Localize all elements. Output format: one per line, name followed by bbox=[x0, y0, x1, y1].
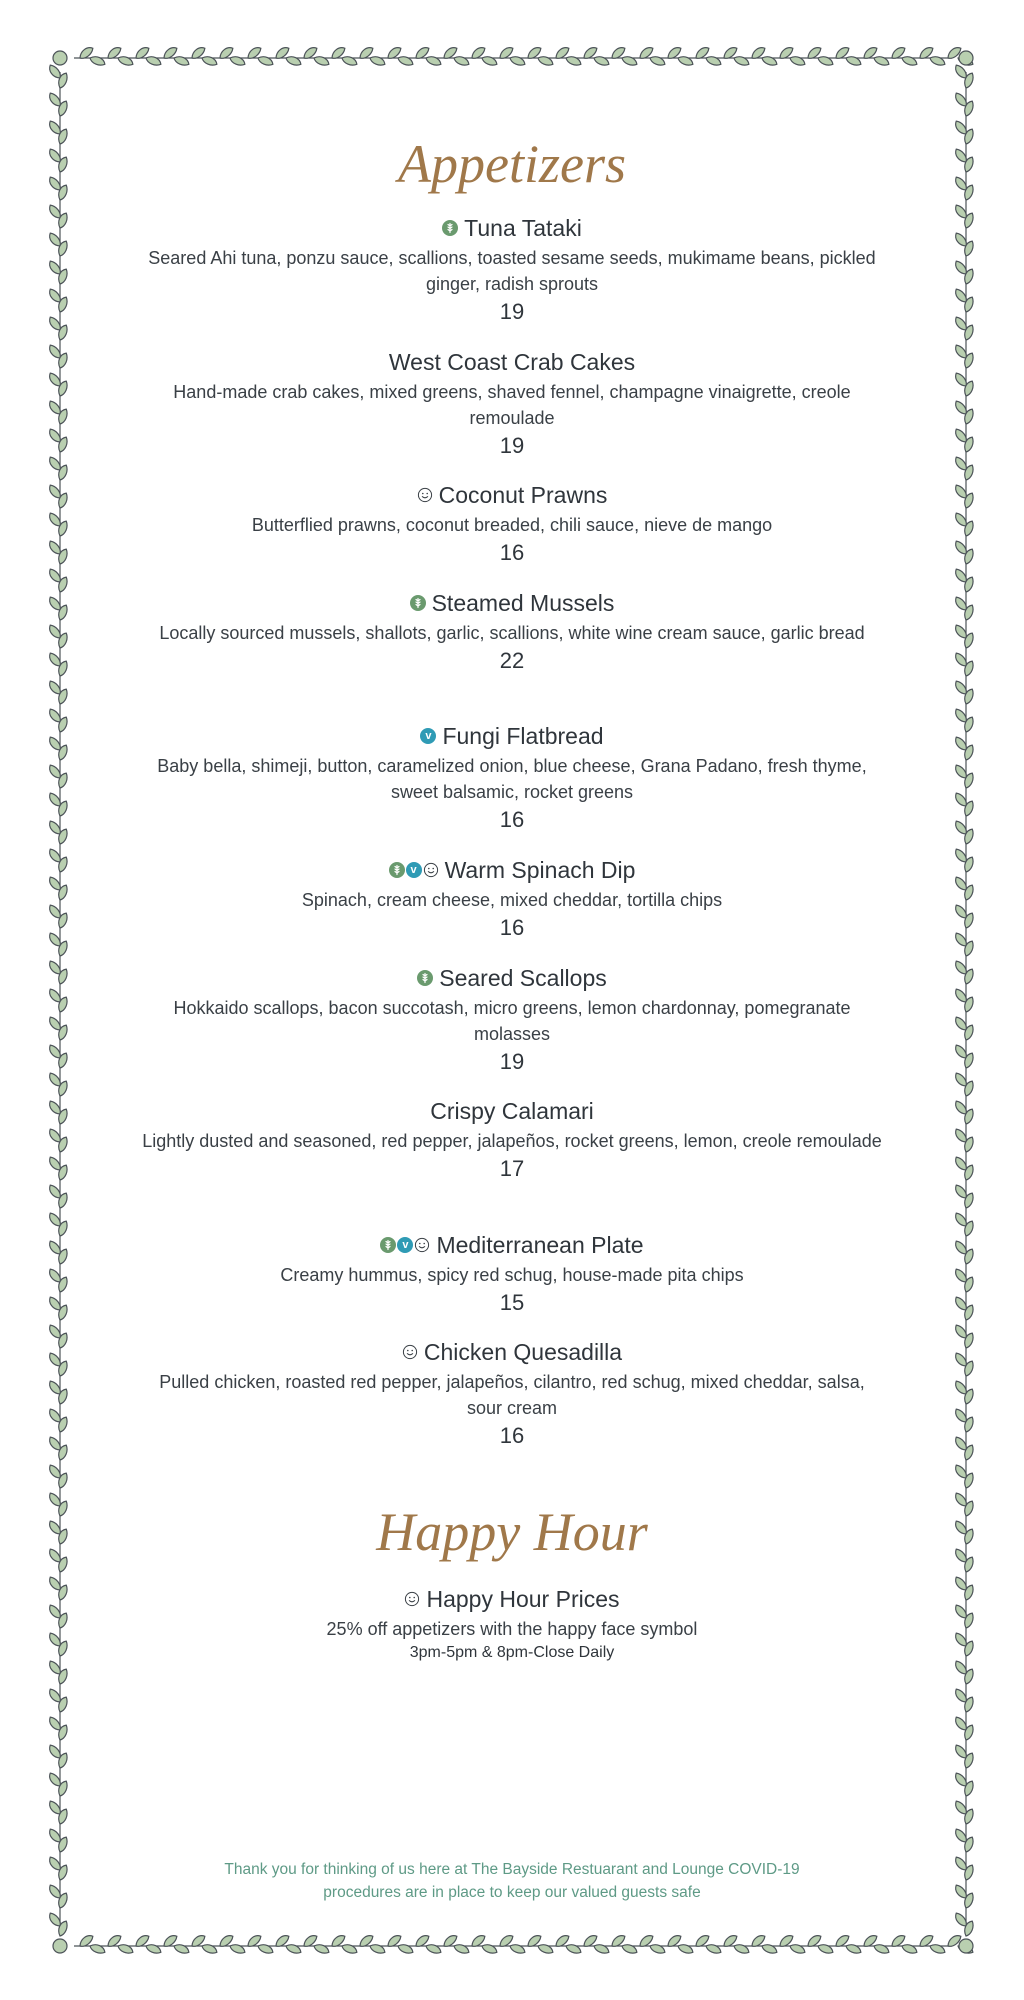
leaf-icon bbox=[453, 53, 471, 68]
gluten-free-icon bbox=[417, 970, 433, 986]
leaf-icon bbox=[89, 1941, 107, 1956]
menu-item-name: Chicken Quesadilla bbox=[423, 1339, 623, 1366]
menu-item bbox=[140, 347, 884, 481]
leaf-icon bbox=[341, 1941, 359, 1956]
menu-item bbox=[140, 855, 884, 963]
menu-item-price: 16 bbox=[499, 540, 525, 566]
leaf-icon bbox=[705, 1941, 723, 1956]
leaf-icon bbox=[901, 1941, 919, 1956]
leaf-icon bbox=[229, 1941, 247, 1956]
menu-item bbox=[140, 480, 884, 588]
menu-item-price: 22 bbox=[499, 647, 525, 673]
corner-ornament bbox=[53, 51, 67, 65]
leaf-icon bbox=[537, 1941, 555, 1956]
vegetarian-icon: v bbox=[406, 862, 422, 878]
diet-icons bbox=[420, 728, 436, 744]
leaf-icon bbox=[173, 1941, 191, 1956]
happy-hour-name-row bbox=[140, 1584, 884, 1614]
gluten-free-icon bbox=[380, 1237, 396, 1253]
leaf-icon bbox=[761, 1941, 779, 1956]
menu-item-name: Coconut Prawns bbox=[438, 482, 608, 509]
leaf-icon bbox=[789, 1941, 807, 1956]
leaf-icon bbox=[873, 1941, 891, 1956]
happy-hour-icons bbox=[404, 1591, 420, 1607]
leaf-icon bbox=[565, 1941, 583, 1956]
gluten-free-icon bbox=[389, 862, 405, 878]
leaf-icon bbox=[453, 1941, 471, 1956]
menu-item-description: Baby bella, shimeji, button, caramelized onion, blue cheese, Grana Padano, fresh thyme, sweet balsamic, rocket greens bbox=[157, 756, 867, 803]
menu-item-description: Pulled chicken, roasted red pepper, jalapeños, cilantro, red schug, mixed cheddar, salsa, sour cream bbox=[159, 1372, 865, 1419]
leaf-icon bbox=[677, 53, 695, 68]
menu-item-description: Seared Ahi tuna, ponzu sauce, scallions, toasted sesame seeds, mukimame beans, pickled ginger, radish sprouts bbox=[148, 248, 876, 294]
diet-icons bbox=[417, 970, 433, 986]
menu-item bbox=[140, 1230, 884, 1338]
menu-item-name-row bbox=[140, 480, 884, 510]
leaf-icon bbox=[789, 53, 807, 68]
menu-item-name: Fungi Flatbread bbox=[442, 723, 604, 750]
leaf-icon bbox=[425, 1941, 443, 1956]
diet-icons bbox=[417, 487, 433, 503]
menu-item-name-row bbox=[140, 1230, 884, 1260]
appetizers-title: Appetizers bbox=[398, 134, 626, 194]
leaf-icon bbox=[845, 1941, 863, 1956]
menu-item bbox=[140, 213, 884, 347]
menu-item-price: 15 bbox=[499, 1289, 525, 1315]
happy-face-icon bbox=[423, 862, 439, 878]
menu-item-name-row bbox=[140, 588, 884, 618]
menu-item-name: Mediterranean Plate bbox=[436, 1231, 644, 1258]
leaf-icon bbox=[621, 53, 639, 68]
leaf-icon bbox=[145, 1941, 163, 1956]
diet-icons bbox=[410, 595, 426, 611]
menu-item-name: Seared Scallops bbox=[439, 964, 607, 991]
menu-item-description: Butterflied prawns, coconut breaded, chili sauce, nieve de mango bbox=[251, 515, 773, 536]
leaf-icon bbox=[313, 1941, 331, 1956]
leaf-icon bbox=[397, 53, 415, 68]
gluten-free-icon bbox=[442, 220, 458, 236]
menu-item-name: Warm Spinach Dip bbox=[444, 856, 636, 883]
leaf-icon bbox=[565, 53, 583, 68]
leaf-icon bbox=[481, 53, 499, 68]
menu-item-name-row bbox=[140, 1337, 884, 1367]
menu-item-description: Creamy hummus, spicy red schug, house-made pita chips bbox=[280, 1264, 744, 1285]
leaf-icon bbox=[873, 53, 891, 68]
leaf-icon bbox=[285, 53, 303, 68]
leaf-icon bbox=[621, 1941, 639, 1956]
menu-item-price: 19 bbox=[499, 1048, 525, 1074]
menu-item-name-row bbox=[140, 855, 884, 885]
leaf-icon bbox=[425, 53, 443, 68]
footer-line-2: procedures are in place to keep our valued guests safe bbox=[323, 1884, 701, 1901]
leaf-icon bbox=[537, 53, 555, 68]
leaf-icon bbox=[929, 53, 947, 68]
leaf-icon bbox=[929, 1941, 947, 1956]
menu-item-name: Crispy Calamari bbox=[430, 1098, 594, 1125]
menu-item bbox=[140, 963, 884, 1097]
leaf-icon bbox=[285, 1941, 303, 1956]
vegetarian-icon: v bbox=[397, 1237, 413, 1253]
menu-item-name-row bbox=[140, 1096, 884, 1126]
menu-item-description: Lightly dusted and seasoned, red pepper, jalapeños, rocket greens, lemon, creole remoulade bbox=[142, 1131, 882, 1152]
leaf-icon bbox=[593, 1941, 611, 1956]
leaf-icon bbox=[229, 53, 247, 68]
leaf-icon bbox=[733, 1941, 751, 1956]
footer-line-1: Thank you for thinking of us here at The Bayside Restuarant and Lounge COVID-19 bbox=[224, 1861, 800, 1878]
happy-face-icon bbox=[414, 1237, 430, 1253]
menu-item bbox=[140, 588, 884, 722]
leaf-icon bbox=[761, 53, 779, 68]
leaf-icon bbox=[481, 1941, 499, 1956]
leaf-icon bbox=[117, 53, 135, 68]
menu-item-name-row bbox=[140, 213, 884, 243]
menu-item-description: Hand-made crab cakes, mixed greens, shaved fennel, champagne vinaigrette, creole remoulade bbox=[173, 381, 851, 428]
leaf-icon bbox=[257, 53, 275, 68]
menu-item-name-row bbox=[140, 963, 884, 993]
menu-item bbox=[140, 1096, 884, 1230]
happy-hour-times: 3pm-5pm & 8pm-Close Daily bbox=[409, 1644, 615, 1661]
footer-note bbox=[140, 1858, 884, 1904]
menu-item-name: Tuna Tataki bbox=[464, 215, 582, 241]
menu-item bbox=[140, 721, 884, 855]
leaf-icon bbox=[705, 53, 723, 68]
leaf-icon bbox=[901, 53, 919, 68]
happy-hour-block bbox=[140, 1584, 884, 1664]
happy-hour-title: Happy Hour bbox=[376, 1502, 648, 1562]
menu-item-name-row bbox=[140, 347, 884, 377]
leaf-icon bbox=[509, 53, 527, 68]
happy-face-icon bbox=[417, 487, 433, 503]
corner-ornament bbox=[959, 1939, 973, 1953]
menu-item-name: West Coast Crab Cakes bbox=[388, 348, 636, 375]
diet-icons bbox=[442, 220, 458, 236]
menu-item-description: Hokkaido scallops, bacon succotash, micro greens, lemon chardonnay, pomegranate molasses bbox=[173, 997, 851, 1044]
leaf-icon bbox=[341, 53, 359, 68]
happy-face-icon bbox=[402, 1344, 418, 1360]
menu-item-name-row bbox=[140, 721, 884, 751]
leaf-icon bbox=[397, 1941, 415, 1956]
menu-item-name: Steamed Mussels bbox=[431, 589, 615, 616]
appetizers-list bbox=[140, 213, 884, 1471]
leaf-icon bbox=[313, 53, 331, 68]
leaf-icon bbox=[145, 53, 163, 68]
corner-ornament bbox=[959, 51, 973, 65]
leaf-icon bbox=[257, 1941, 275, 1956]
vegetarian-icon: v bbox=[420, 728, 436, 744]
menu-item-description: Spinach, cream cheese, mixed cheddar, tortilla chips bbox=[301, 889, 723, 910]
leaf-icon bbox=[89, 53, 107, 68]
menu-item-price: 19 bbox=[499, 432, 525, 458]
leaf-icon bbox=[733, 53, 751, 68]
leaf-icon bbox=[117, 1941, 135, 1956]
menu-item-price: 16 bbox=[499, 807, 525, 833]
happy-hour-name: Happy Hour Prices bbox=[426, 1586, 620, 1612]
leaf-icon bbox=[649, 1941, 667, 1956]
diet-icons bbox=[389, 862, 439, 878]
happy-face-icon bbox=[404, 1591, 420, 1607]
leaf-icon bbox=[677, 1941, 695, 1956]
leaf-icon bbox=[593, 53, 611, 68]
leaf-icon bbox=[173, 53, 191, 68]
diet-icons bbox=[402, 1344, 418, 1360]
menu-item-price: 16 bbox=[499, 1423, 525, 1449]
leaf-icon bbox=[649, 53, 667, 68]
happy-hour-description: 25% off appetizers with the happy face symbol bbox=[326, 1619, 698, 1639]
menu-item bbox=[140, 1337, 884, 1471]
menu-item-description: Locally sourced mussels, shallots, garlic, scallions, white wine cream sauce, garlic bread bbox=[159, 622, 865, 643]
diet-icons bbox=[380, 1237, 430, 1253]
leaf-icon bbox=[509, 1941, 527, 1956]
leaf-icon bbox=[845, 53, 863, 68]
leaf-icon bbox=[201, 53, 219, 68]
menu-item-price: 19 bbox=[499, 299, 525, 324]
corner-ornament bbox=[53, 1939, 67, 1953]
menu-item-price: 16 bbox=[499, 914, 525, 940]
menu-item-price: 17 bbox=[499, 1156, 525, 1182]
leaf-icon bbox=[201, 1941, 219, 1956]
gluten-free-icon bbox=[410, 595, 426, 611]
leaf-icon bbox=[369, 1941, 387, 1956]
leaf-icon bbox=[817, 1941, 835, 1956]
leaf-icon bbox=[369, 53, 387, 68]
leaf-icon bbox=[817, 53, 835, 68]
